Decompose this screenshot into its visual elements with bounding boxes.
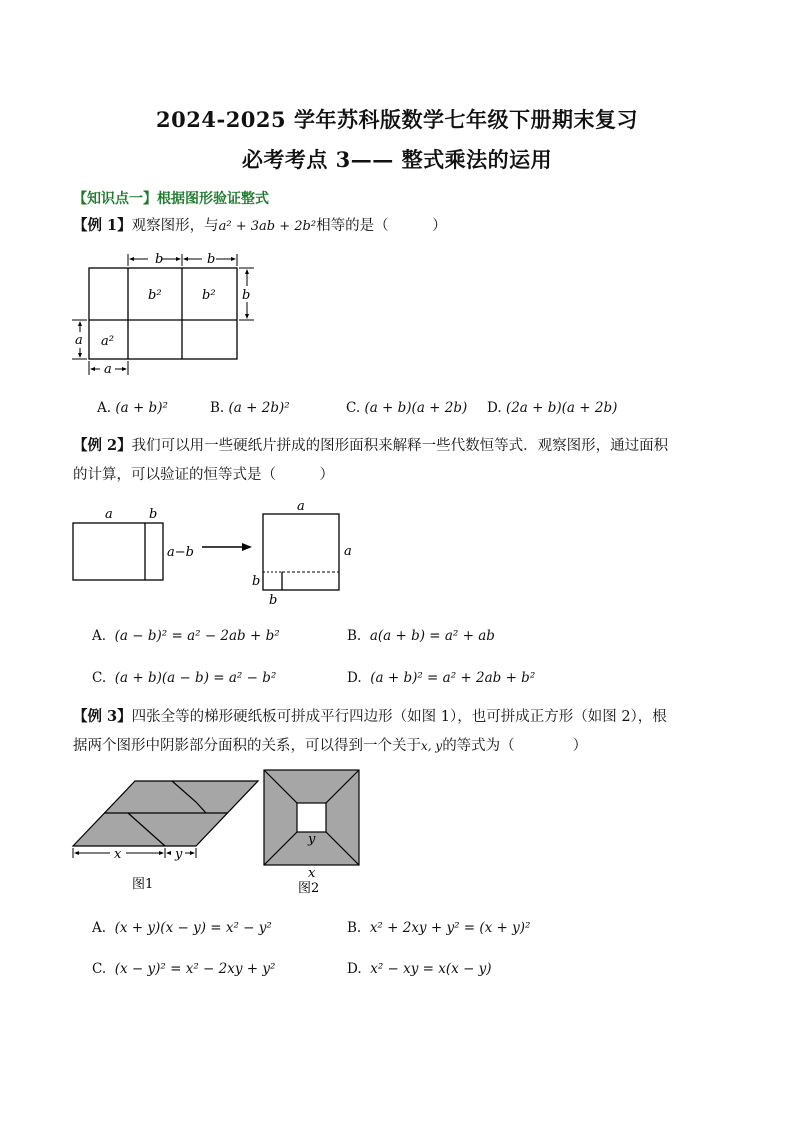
page-subtitle: 必考考点 3—— 整式乘法的运用: [241, 147, 553, 172]
example-1-stem: [73, 215, 447, 238]
option-text: (a + b)² = a² + 2ab + b²: [370, 670, 536, 686]
option-letter: B.: [347, 920, 362, 936]
option-text: x² + 2xy + y² = (x + y)²: [369, 920, 531, 936]
option-text: (x + y)(x − y) = x² − y²: [114, 920, 272, 936]
label-a: a: [104, 362, 112, 377]
section-heading: 【知识点一】根据图形验证整式: [73, 191, 269, 207]
stem-text: 我们可以用一些硬纸片拼成的图形面积来解释一些代数恒等式．观察图形，通过面积: [131, 438, 669, 454]
cell-label: b²: [148, 288, 162, 303]
option-a[interactable]: [92, 920, 272, 936]
option-b[interactable]: [347, 628, 495, 644]
right-square: [263, 514, 339, 590]
label-x: x: [114, 847, 122, 862]
option-letter: A.: [92, 920, 107, 936]
label-y: y: [308, 832, 316, 847]
option-text: (a + b)²: [115, 400, 168, 416]
example-2-stem: [73, 435, 733, 457]
option-c[interactable]: [346, 400, 467, 416]
option-letter: D.: [347, 961, 362, 977]
option-d[interactable]: [347, 961, 492, 977]
option-text: (a + 2b)²: [228, 400, 290, 416]
option-a[interactable]: [97, 400, 168, 416]
label-b: b: [242, 288, 251, 303]
option-letter: C.: [92, 670, 107, 686]
example-3-stem-line2: [73, 735, 587, 757]
figure-caption: 图2: [298, 881, 320, 896]
stem-text: 的等式为（ ）: [442, 738, 588, 754]
option-c[interactable]: [92, 670, 276, 686]
option-letter: C.: [92, 961, 107, 977]
option-d[interactable]: [347, 670, 535, 686]
stem-text: 相等的是（ ）: [316, 218, 447, 234]
label-b: b: [207, 252, 216, 267]
label-b: b: [155, 252, 164, 267]
option-letter: B.: [347, 628, 362, 644]
cell-label: a²: [101, 334, 114, 349]
label-b: b: [149, 507, 158, 522]
label-b: b: [269, 593, 278, 608]
option-letter: C.: [346, 400, 361, 416]
option-text: (2a + b)(a + 2b): [505, 400, 618, 416]
example-1-figure: [70, 248, 270, 380]
example-3-figure: [68, 766, 368, 898]
option-letter: D.: [487, 400, 502, 416]
example-2-stem-line2: 的计算，可以验证的恒等式是（ ）: [73, 467, 334, 483]
label-x: x: [308, 866, 316, 881]
page-title: 2024-2025 学年苏科版数学七年级下册期末复习: [156, 107, 638, 132]
option-text: (a + b)(a − b) = a² − b²: [114, 670, 277, 686]
option-b[interactable]: [210, 400, 290, 416]
expression: a² + 3ab + 2b²: [218, 219, 317, 234]
option-c[interactable]: [92, 961, 275, 977]
label-y: y: [175, 847, 183, 862]
stem-text: 观察图形，与: [131, 218, 219, 234]
option-d[interactable]: [487, 400, 617, 416]
cell-label: b²: [202, 288, 216, 303]
label-a: a: [297, 499, 305, 514]
label-a-minus-b: a−b: [167, 545, 194, 560]
label-a: a: [75, 333, 83, 348]
example-3-stem: [73, 706, 733, 728]
label-a: a: [105, 507, 113, 522]
option-letter: B.: [210, 400, 225, 416]
example-2-figure: [68, 496, 368, 610]
stem-text: 四张全等的梯形硬纸板可拼成平行四边形（如图 1），也可拼成正方形（如图 2），根: [131, 709, 667, 725]
example-tag: 【例 3】: [73, 708, 132, 725]
variables: x, y: [421, 739, 443, 753]
option-letter: D.: [347, 670, 362, 686]
option-text: (a − b)² = a² − 2ab + b²: [114, 628, 280, 644]
option-text: (a + b)(a + 2b): [364, 400, 468, 416]
example-tag: 【例 2】: [73, 437, 132, 454]
option-text: x² − xy = x(x − y): [370, 961, 492, 977]
left-rect: [73, 523, 163, 580]
option-a[interactable]: [92, 628, 280, 644]
example-tag: 【例 1】: [73, 217, 132, 234]
stem-text: 据两个图形中阴影部分面积的关系，可以得到一个关于: [73, 738, 421, 754]
label-a: a: [344, 544, 352, 559]
option-text: a(a + b) = a² + ab: [369, 628, 495, 644]
inner-square: [297, 803, 326, 832]
option-text: (x − y)² = x² − 2xy + y²: [114, 961, 276, 977]
option-letter: A.: [92, 628, 107, 644]
option-b[interactable]: [347, 920, 530, 936]
figure-caption: 图1: [132, 877, 154, 892]
label-b: b: [252, 574, 261, 589]
option-letter: A.: [97, 400, 112, 416]
